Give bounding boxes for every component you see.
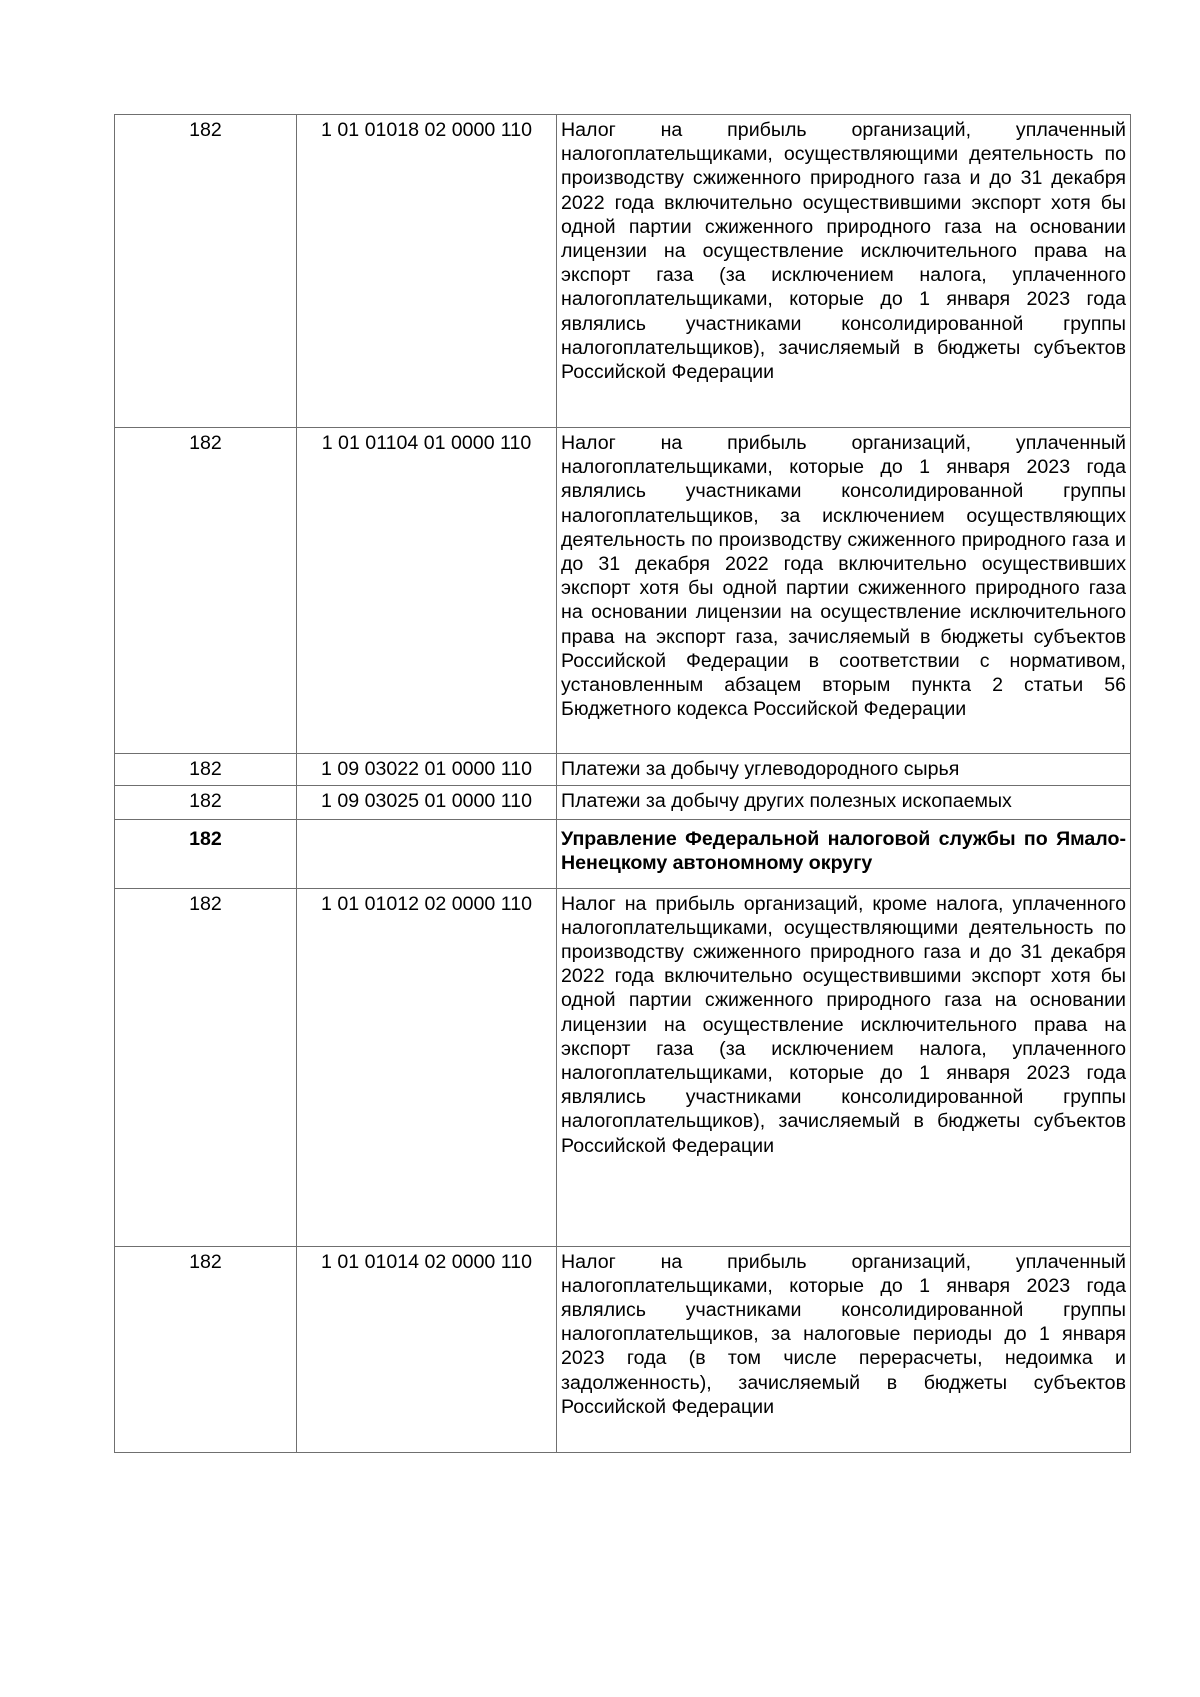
table-row [115,754,1131,786]
revenue-name-cell: Платежи за добычу углеводородного сырья [557,754,1131,786]
revenue-name-cell: Налог на прибыль организаций, уплаченный налогоплательщиками, которые до 1 января 2023 года являлись участниками консолидированной группы налогоплательщиков, за налоговые периоды до 1 января 2023 года (в том числе перерасчеты, недоимка и задолженность), зачисляемый в бюджеты субъектов Российской Федерации [557,1246,1131,1452]
revenue-code-cell [297,820,557,888]
table-row [115,786,1131,820]
admin-code-cell: 182 [115,428,297,754]
table-row [115,1246,1131,1452]
table-row [115,115,1131,428]
admin-code-cell: 182 [115,1246,297,1452]
revenue-name-cell: Налог на прибыль организаций, кроме налога, уплаченного налогоплательщиками, осуществляющими деятельность по производству сжиженного природного газа и до 31 декабря 2022 года включительно осуществившими экспорт хотя бы одной партии сжиженного природного газа на основании лицензии на осуществление исключительного права на экспорт газа (за исключением налога, уплаченного налогоплательщиками, которые до 1 января 2023 года являлись участниками консолидированной группы налогоплательщиков), зачисляемый в бюджеты субъектов Российской Федерации [557,888,1131,1246]
revenue-code-cell: 1 09 03022 01 0000 110 [297,754,557,786]
revenue-code-cell: 1 01 01104 01 0000 110 [297,428,557,754]
revenue-code-cell: 1 01 01014 02 0000 110 [297,1246,557,1452]
admin-code-cell: 182 [115,115,297,428]
table-row-section-header [115,820,1131,888]
revenue-name-cell: Налог на прибыль организаций, уплаченный налогоплательщиками, которые до 1 января 2023 года являлись участниками консолидированной группы налогоплательщиков, за исключением осуществляющих деятельность по производству сжиженного природного газа и до 31 декабря 2022 года включительно осуществивших экспорт хотя бы одной партии сжиженного природного газа на основании лицензии на осуществление исключительного права на экспорт газа, зачисляемый в бюджеты субъектов Российской Федерации в соответствии с нормативом, установленным абзацем вторым пункта 2 статьи 56 Бюджетного кодекса Российской Федерации [557,428,1131,754]
table-row [115,888,1131,1246]
revenue-codes-table [114,114,1131,1453]
admin-code-cell: 182 [115,754,297,786]
revenue-code-cell: 1 01 01018 02 0000 110 [297,115,557,428]
admin-code-cell: 182 [115,888,297,1246]
revenue-code-cell: 1 01 01012 02 0000 110 [297,888,557,1246]
revenue-code-cell: 1 09 03025 01 0000 110 [297,786,557,820]
revenue-name-cell: Налог на прибыль организаций, уплаченный налогоплательщиками, осуществляющими деятельность по производству сжиженного природного газа и до 31 декабря 2022 года включительно осуществившими экспорт хотя бы одной партии сжиженного природного газа на основании лицензии на осуществление исключительного права на экспорт газа (за исключением налога, уплаченного налогоплательщиками, которые до 1 января 2023 года являлись участниками консолидированной группы налогоплательщиков), зачисляемый в бюджеты субъектов Российской Федерации [557,115,1131,428]
section-title-cell: Управление Федеральной налоговой службы по Ямало-Ненецкому автономному округу [557,820,1131,888]
revenue-name-cell: Платежи за добычу других полезных ископаемых [557,786,1131,820]
admin-code-cell: 182 [115,820,297,888]
table-row [115,428,1131,754]
admin-code-cell: 182 [115,786,297,820]
